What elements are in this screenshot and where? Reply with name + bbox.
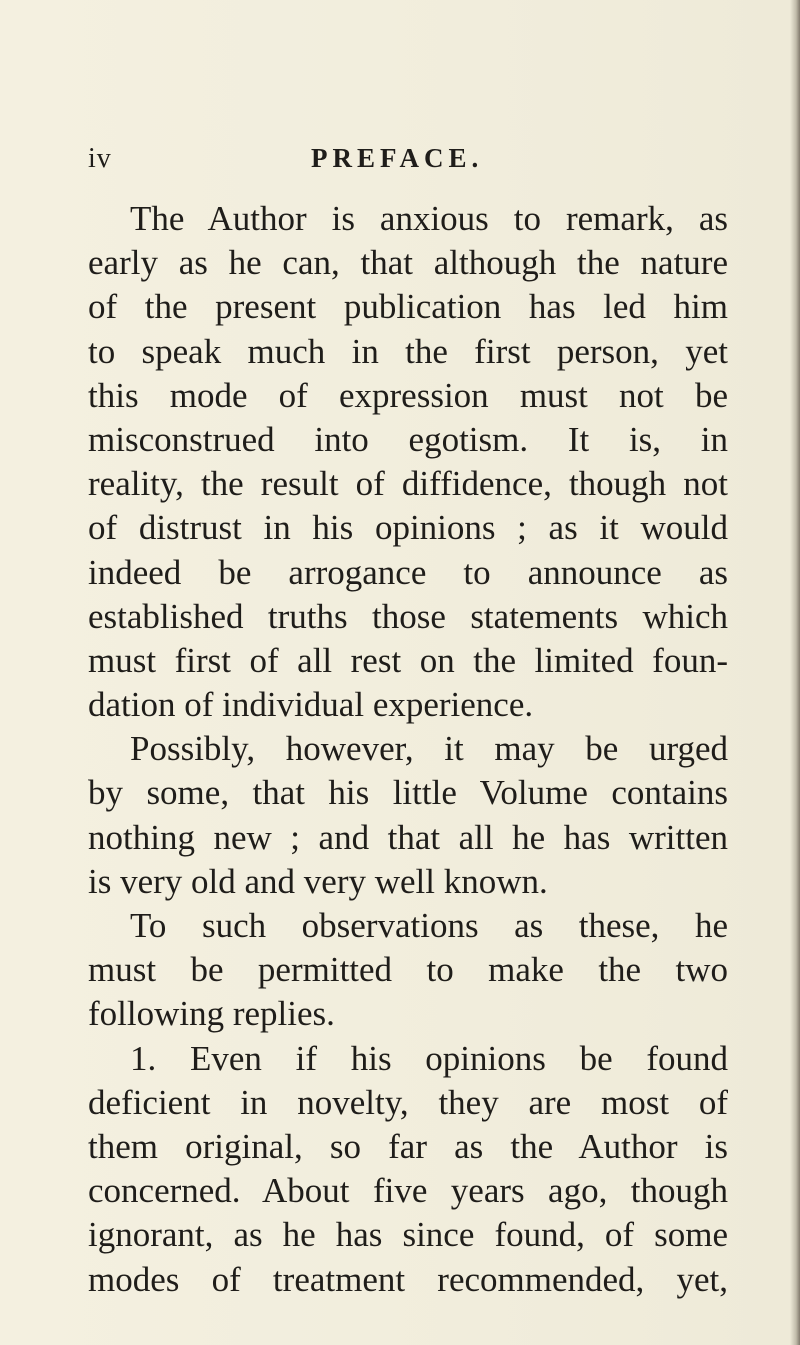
text-line: is very old and very well known. bbox=[88, 861, 548, 901]
page-number: iv bbox=[88, 143, 112, 174]
text-line: established truths those statements which bbox=[88, 596, 728, 636]
text-line: Possibly, however, it may be urged bbox=[130, 729, 728, 769]
running-head: PREFACE. bbox=[311, 143, 484, 173]
page-edge-shadow bbox=[790, 0, 800, 1345]
text-line: them original, so far as the Author is bbox=[88, 1126, 728, 1166]
text-line: 1. Even if his opinions be found bbox=[130, 1038, 728, 1078]
text-line: of distrust in his opinions ; as it would bbox=[88, 508, 728, 548]
body-text bbox=[88, 197, 728, 1302]
page-header bbox=[88, 143, 728, 183]
text-line: nothing new ; and that all he has written bbox=[88, 817, 728, 857]
text-line: To such observations as these, he bbox=[130, 906, 728, 945]
text-line: modes of treatment recommended, yet, bbox=[88, 1259, 728, 1299]
text-line: must be permitted to make the two bbox=[88, 950, 728, 990]
text-line: of the present publication has led him bbox=[88, 287, 728, 327]
text-line: deficient in novelty, they are most of bbox=[88, 1082, 728, 1122]
text-line: dation of individual experience. bbox=[88, 685, 534, 725]
text-line: this mode of expression must not be bbox=[88, 375, 728, 415]
text-line: must first of all rest on the limited foun- bbox=[88, 640, 728, 680]
text-line: indeed be arrogance to announce as bbox=[88, 552, 728, 592]
text-line: early as he can, that although the nature bbox=[88, 243, 728, 283]
text-line: The Author is anxious to remark, as bbox=[130, 199, 728, 238]
text-line: by some, that his little Volume contains bbox=[88, 773, 728, 813]
text-line: ignorant, as he has since found, of some bbox=[88, 1215, 728, 1255]
text-line: concerned. About five years ago, though bbox=[88, 1171, 728, 1211]
text-line: misconstrued into egotism. It is, in bbox=[88, 419, 728, 459]
text-line: to speak much in the first person, yet bbox=[88, 331, 728, 371]
text-line: following replies. bbox=[88, 994, 335, 1034]
text-line: reality, the result of diffidence, though not bbox=[88, 464, 728, 504]
